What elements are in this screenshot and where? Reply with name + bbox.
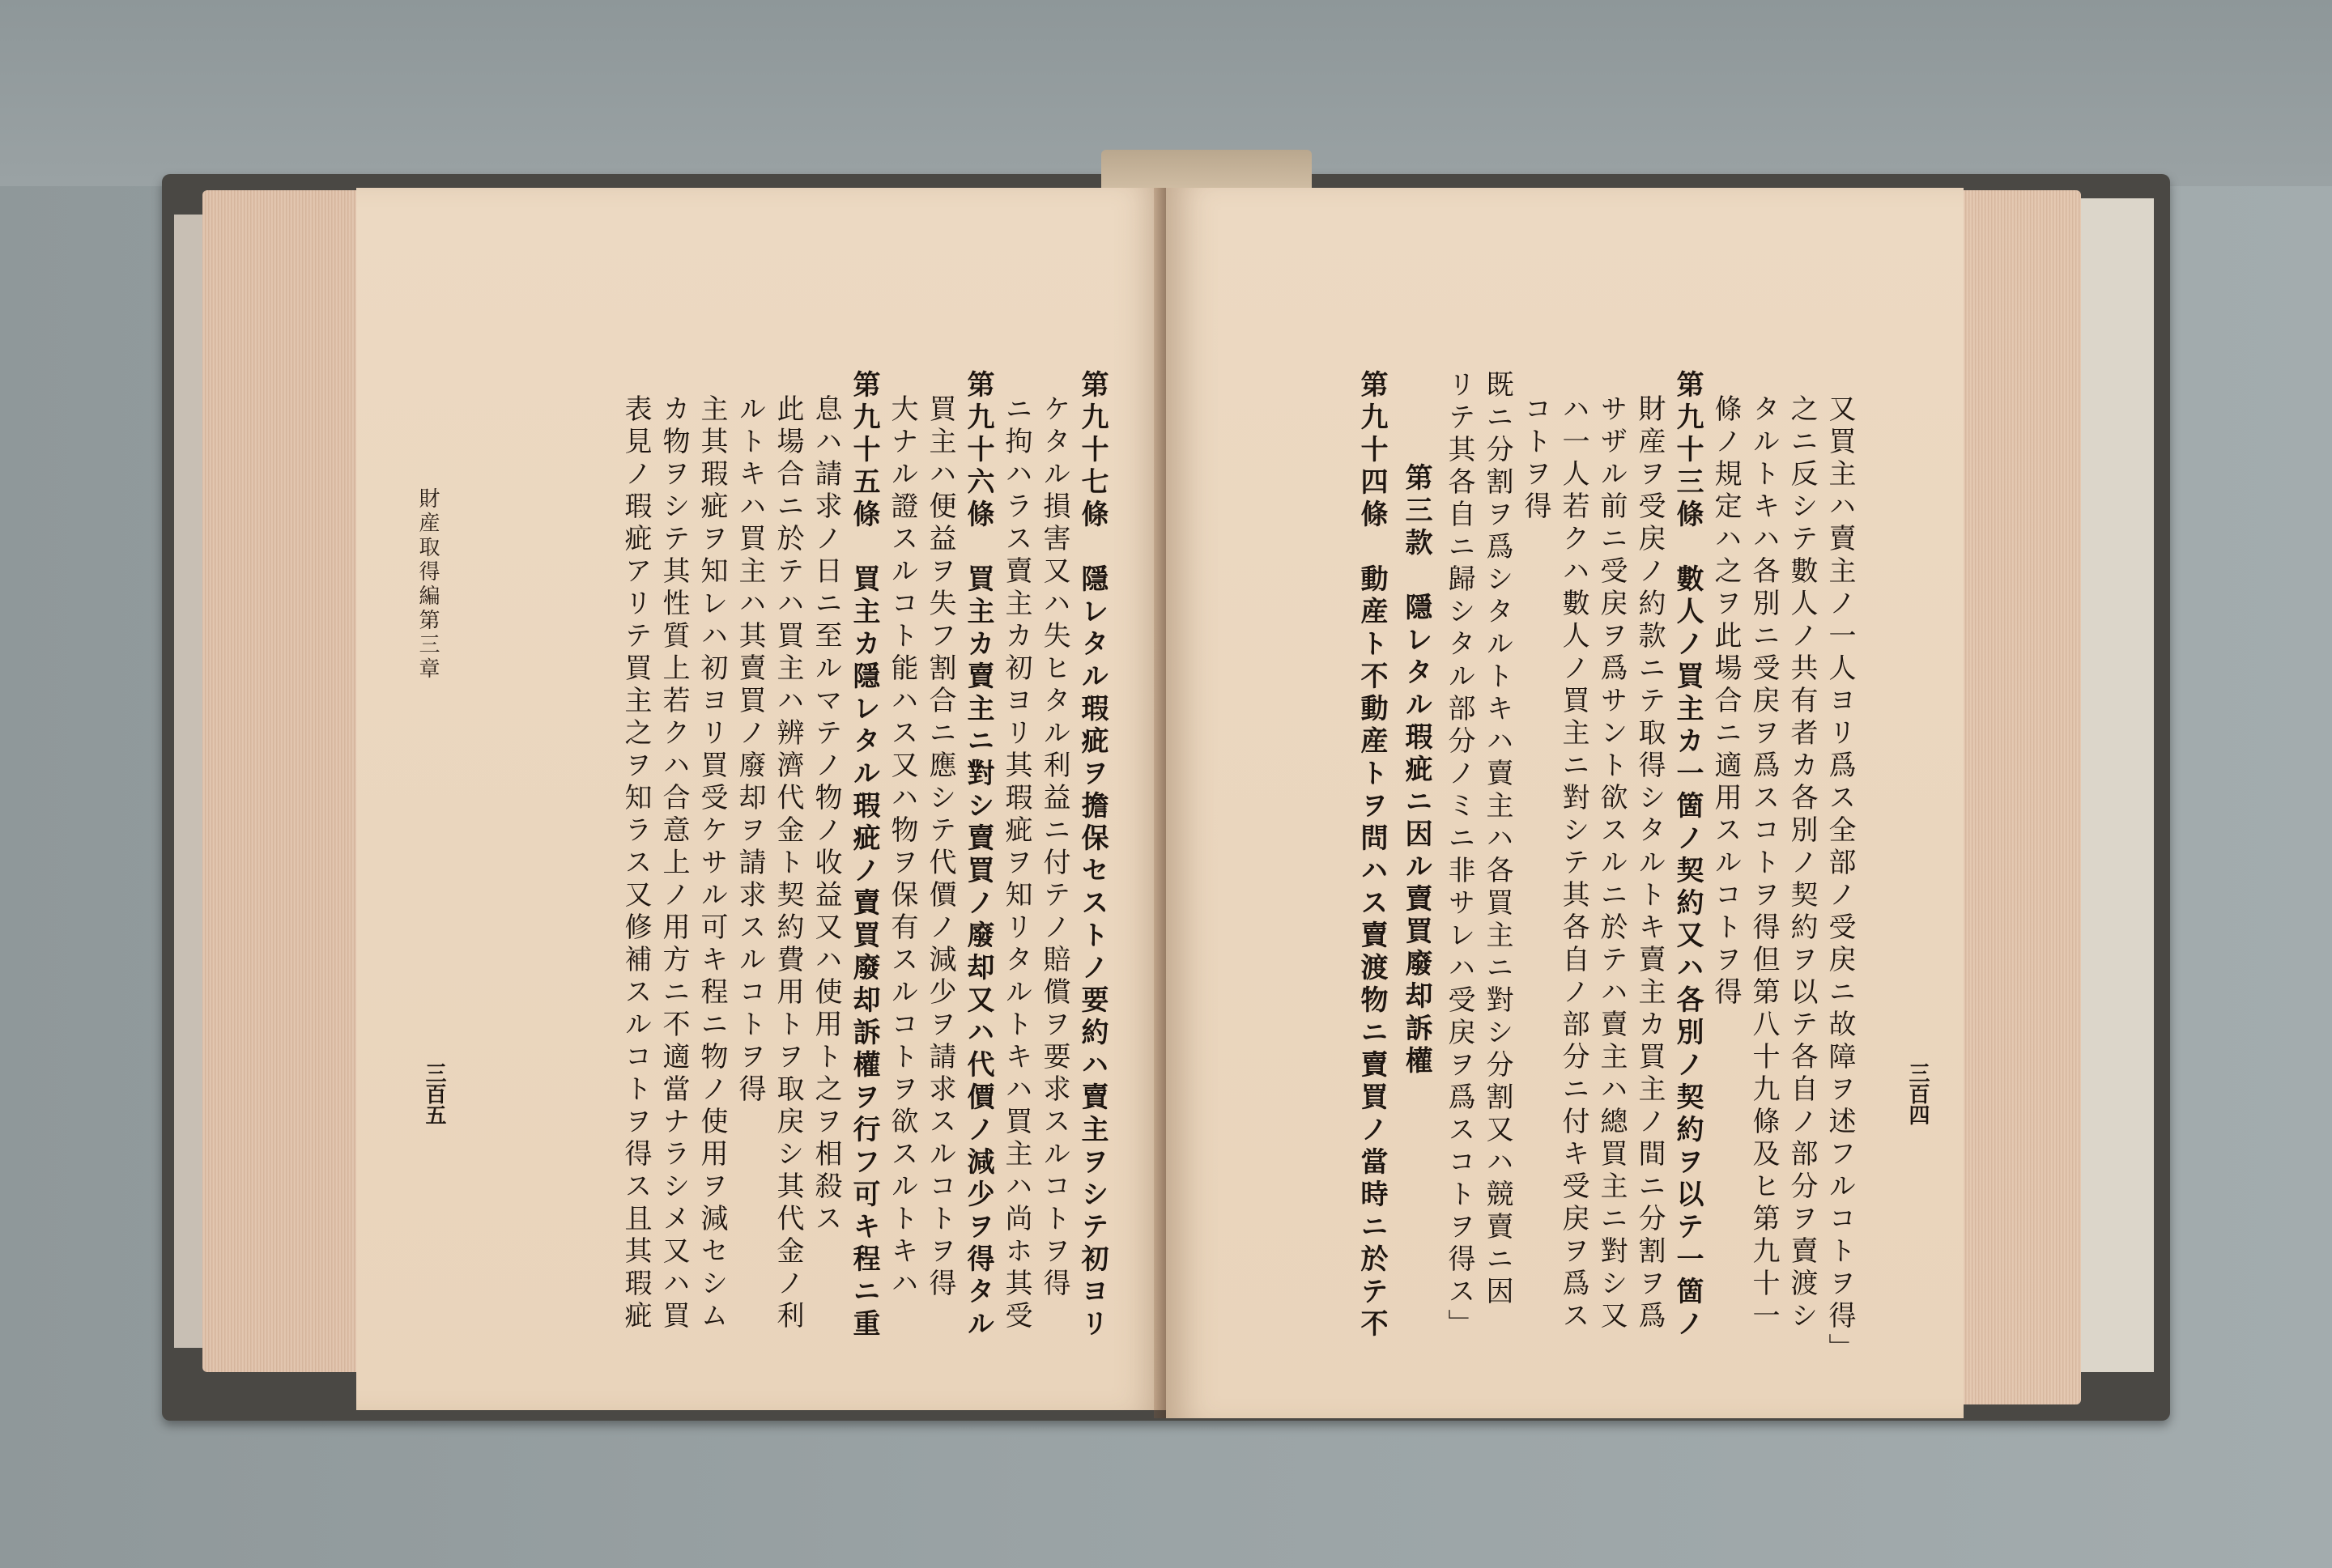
article-97: 第九十七條 隱レタル瑕疵ヲ擔保セストノ要約ハ賣主ヲシテ初ヨリ: [1076, 370, 1109, 1341]
article-95: 第九十五條 買主カ隱レタル瑕疵ノ賣買廢却訴權ヲ行フ可キ程ニ重: [848, 370, 880, 1341]
running-head: 財産取得編第三章: [415, 487, 440, 682]
text-column: 買主ハ便益ヲ失フ割合ニ應シテ代價ノ減少ヲ請求スルコトヲ得: [924, 394, 956, 1301]
page-number-left: 三百五: [422, 1062, 446, 1125]
text-column: 息ハ請求ノ日ニ至ルマテノ物ノ收益又ハ使用ト之ヲ相殺ス: [810, 394, 842, 1236]
cover-inner-right: [2073, 198, 2154, 1372]
article-93: 第九十三條 數人ノ買主カ一箇ノ契約又ハ各別ノ契約ヲ以テ一箇ノ: [1671, 370, 1704, 1341]
text-column: 既ニ分割ヲ爲シタルトキハ賣主ハ各買主ニ對シ分割又ハ競賣ニ因: [1481, 370, 1513, 1309]
text-column: 表見ノ瑕疵アリテ買主之ヲ知ラス又修補スルコトヲ得ス且其瑕疵: [619, 394, 652, 1333]
text-column: サザル前ニ受戻ヲ爲サント欲スルニ於テハ賣主ハ總買主ニ對シ又: [1595, 394, 1628, 1333]
text-column: 此場合ニ於テハ買主ハ辨濟代金ト契約費用トヲ取戻シ其代金ノ利: [772, 394, 804, 1333]
text-column: カ物ヲシテ其性質上若クハ合意上ノ用方ニ不適當ナラシメ又ハ買: [657, 394, 690, 1333]
text-column: ハ一人若クハ數人ノ買主ニ對シテ其各自ノ部分ニ付キ受戻ヲ爲ス: [1557, 394, 1589, 1333]
section-heading: 第三款 隱レタル瑕疵ニ因ル賣買廢却訴權: [1400, 463, 1432, 1078]
article-94: 第九十四條 動産ト不動産トヲ問ハス賣渡物ニ賣買ノ當時ニ於テ不: [1355, 370, 1388, 1341]
article-96: 第九十六條 買主カ賣主ニ對シ賣買ノ廢却又ハ代價ノ減少ヲ得タル: [962, 370, 994, 1341]
text-column: 財産ヲ受戻ノ約款ニテ取得シタルトキ賣主カ買主ノ間ニ分割ヲ爲: [1633, 394, 1666, 1333]
right-page: [1166, 188, 1964, 1418]
left-page: [356, 188, 1166, 1410]
text-column: ルトキハ買主ハ其賣買ノ廢却ヲ請求スルコトヲ得: [734, 394, 766, 1107]
text-column: リテ其各自ニ歸シタル部分ノミニ非サレハ受戻ヲ爲スコトヲ得ス」: [1443, 370, 1475, 1341]
text-column: ニ拘ハラス賣主カ初ヨリ其瑕疵ヲ知リタルトキハ買主ハ尚ホ其受: [1000, 394, 1032, 1333]
text-column: 主其瑕疵ヲ知レハ初ヨリ買受ケサル可キ程ニ物ノ使用ヲ減セシム: [696, 394, 728, 1333]
text-column: 之ニ反シテ數人ノ共有者カ各別ノ契約ヲ以テ各自ノ部分ヲ賣渡シ: [1785, 394, 1818, 1333]
page-edges-right: [1960, 190, 2081, 1404]
text-column: コトヲ得: [1519, 394, 1551, 524]
text-column: 又買主ハ賣主ノ一人ヨリ爲ス全部ノ受戻ニ故障ヲ述フルコトヲ得」: [1823, 394, 1856, 1366]
text-column: 條ノ規定ハ之ヲ此場合ニ適用スルコトヲ得: [1709, 394, 1742, 1009]
text-column: ケタル損害又ハ失ヒタル利益ニ付テノ賠償ヲ要求スルコトヲ得: [1038, 394, 1070, 1301]
page-edges-left: [202, 190, 372, 1372]
text-column: タルトキハ各別ニ受戻ヲ爲スコトヲ得但第八十九條及ヒ第九十一: [1747, 394, 1780, 1333]
page-number-right: 三百四: [1905, 1062, 1930, 1125]
text-column: 大ナル證スルコト能ハス又ハ物ヲ保有スルコトヲ欲スルトキハ: [886, 394, 918, 1301]
